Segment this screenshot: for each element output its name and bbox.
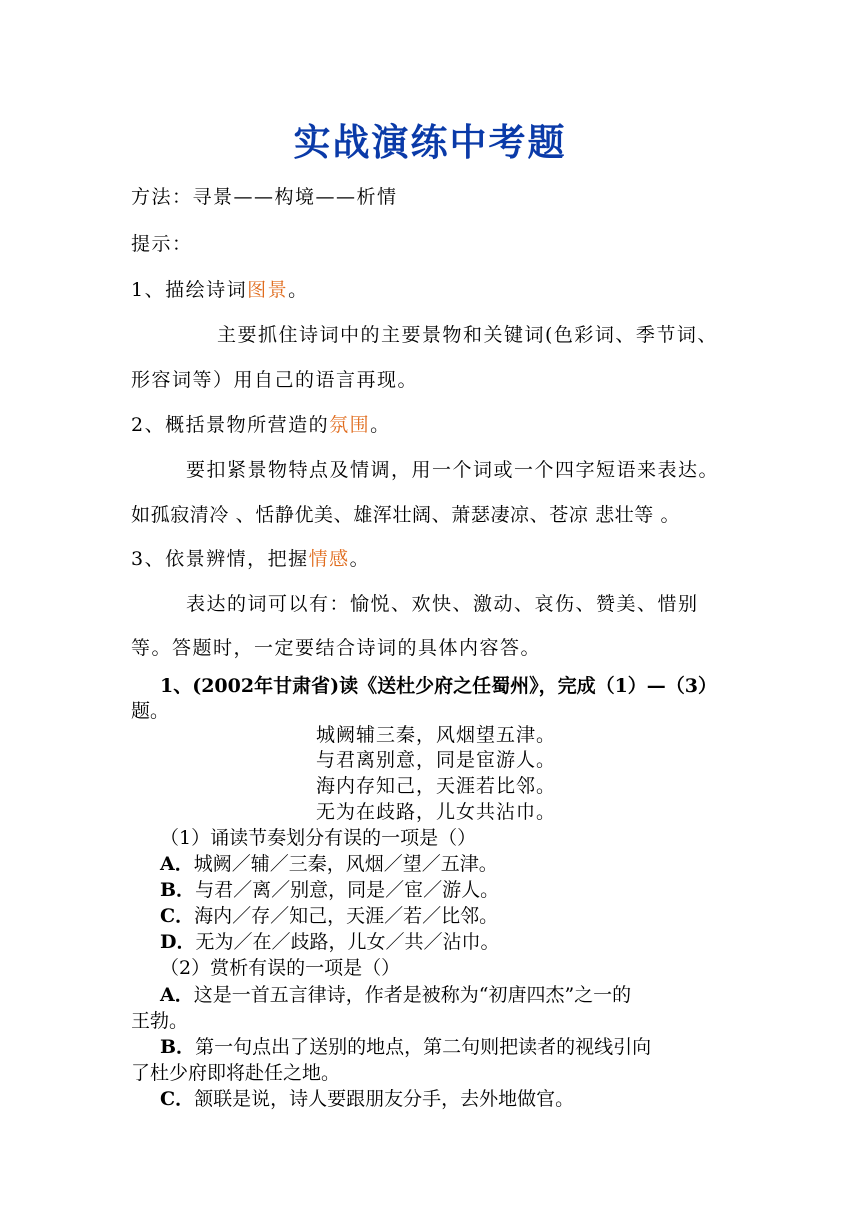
- q2-option-a-cont: 王勃。: [131, 1010, 189, 1032]
- option-letter: C．: [160, 1088, 195, 1110]
- step-3-heading: [131, 544, 370, 571]
- step-2-highlight: 氛围: [329, 414, 371, 436]
- step-1-prefix: 1、描绘诗词: [131, 279, 248, 301]
- step-3-prefix: 3、依景辨情，把握: [131, 548, 309, 570]
- option-letter: D．: [160, 931, 196, 953]
- q2-option-b-cont: 了杜少府即将赴任之地。: [131, 1062, 341, 1084]
- step-1-suffix: 。: [288, 279, 309, 301]
- option-text: 颔联是说，诗人要跟朋友分手，去外地做官。: [194, 1088, 575, 1110]
- option-letter: A．: [160, 853, 194, 875]
- step-1-heading: [131, 275, 309, 302]
- q2-option-a: [160, 980, 631, 1007]
- option-letter: C．: [160, 905, 195, 927]
- question-intro-line-1: 1、(2002年甘肃省)读《送杜少府之任蜀州》，完成（1）—（3）: [160, 675, 718, 697]
- question-intro-line-2: 题。: [131, 700, 170, 722]
- step-1-highlight: 图景: [247, 279, 289, 301]
- page-title: 实战演练中考题: [293, 121, 567, 164]
- step-3-highlight: 情感: [308, 548, 350, 570]
- option-letter: B．: [160, 1036, 196, 1058]
- step-3-desc-line-1: 表达的词可以有：愉悦、欢快、激动、哀伤、赞美、惜别: [186, 593, 699, 615]
- option-text: 与君／离／别意，同是／宦／游人。: [195, 879, 500, 901]
- poem-line: 城阙辅三秦，风烟望五津。: [316, 724, 557, 746]
- poem-line: 海内存知己，天涯若比邻。: [316, 775, 557, 797]
- option-text: 这是一首五言律诗，作者是被称为“初唐四杰”之一的: [193, 984, 632, 1006]
- step-2-desc-line-2: 如孤寂清冷 、恬静优美、雄浑壮阔、萧瑟凄凉、苍凉 悲壮等 。: [131, 504, 681, 526]
- option-letter: B．: [160, 879, 196, 901]
- q2-option-c: [160, 1084, 574, 1111]
- q1-option-d: [160, 927, 500, 954]
- option-text: 第一句点出了送别的地点，第二句则把读者的视线引向: [195, 1036, 652, 1058]
- step-1-desc-line-2: 形容词等）用自己的语言再现。: [131, 369, 419, 391]
- poem-line: 无为在歧路，儿女共沾巾。: [316, 801, 557, 823]
- q2-option-b: [160, 1032, 651, 1059]
- step-3-desc-line-2: 等。答题时，一定要结合诗词的具体内容答。: [131, 637, 542, 659]
- option-text: 城阙／辅／三秦，风烟／望／五津。: [193, 853, 498, 875]
- step-1-desc-line-1: 主要抓住诗词中的主要景物和关键词(色彩词、季节词、: [217, 324, 718, 346]
- q1-option-c: [160, 901, 498, 928]
- method-line: 方法：寻景——构境——析情: [131, 186, 398, 208]
- question-2-prompt: （2）赏析有误的一项是（）: [160, 957, 401, 979]
- question-1-prompt: （1）诵读节奏划分有误的一项是（）: [160, 827, 477, 849]
- step-2-heading: [131, 410, 391, 437]
- step-3-suffix: 。: [349, 548, 371, 570]
- step-2-prefix: 2、概括景物所营造的: [131, 414, 330, 436]
- q1-option-b: [160, 875, 499, 902]
- tips-label: 提示：: [131, 233, 193, 255]
- step-2-desc-line-1: 要扣紧景物特点及情调，用一个词或一个四字短语来表达。: [186, 459, 720, 481]
- poem-line: 与君离别意，同是宦游人。: [316, 749, 557, 771]
- option-text: 无为／在／歧路，儿女／共／沾巾。: [195, 931, 500, 953]
- option-text: 海内／存／知己，天涯／若／比邻。: [194, 905, 499, 927]
- q1-option-a: [160, 849, 498, 876]
- option-letter: A．: [160, 984, 194, 1006]
- step-2-suffix: 。: [370, 414, 391, 436]
